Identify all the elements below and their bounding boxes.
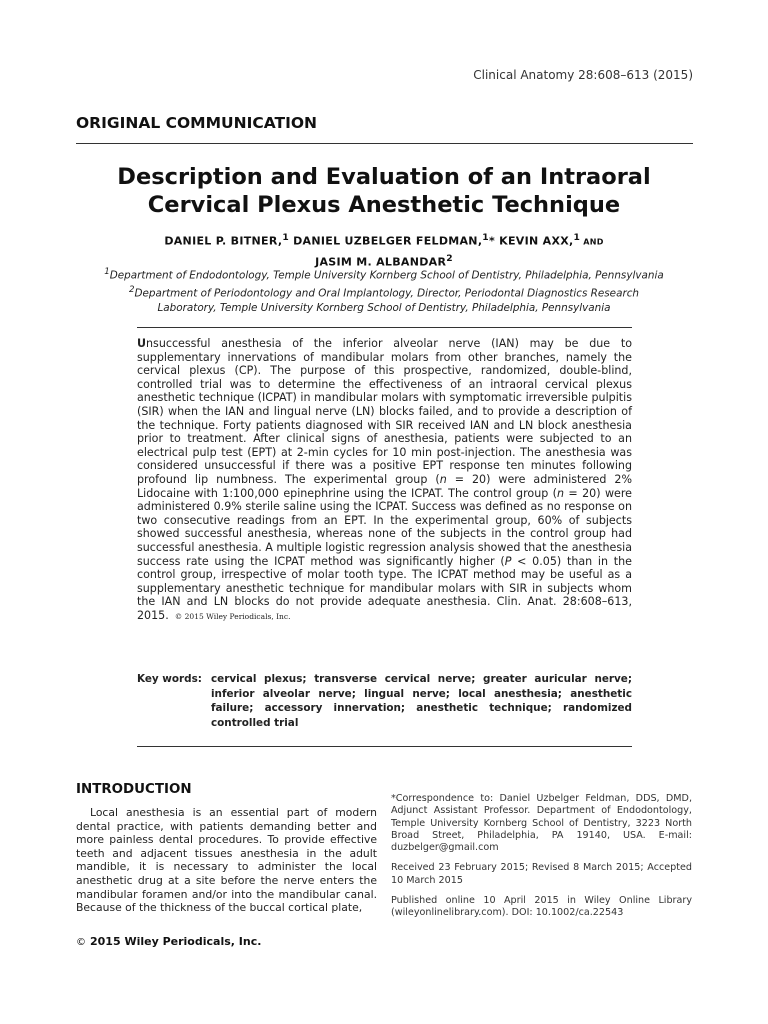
affiliation-mark: 2 [128,284,135,295]
journal-reference: Clinical Anatomy 28:608–613 (2015) [473,68,693,82]
abstract-p-var: P [504,554,512,568]
affiliation-2-line-2: Laboratory, Temple University Kornberg School of Dentistry, Philadelphia, Pennsylvania [157,301,611,314]
footer-copyright-text: 2015 Wiley Periodicals, Inc. [90,935,262,948]
publication-info: Published online 10 April 2015 in Wiley Online Library (wileyonlinelibrary.com). DOI: 10.1002/ca.22543 [391,895,692,919]
author-albandar: JASIM M. ALBANDAR [315,255,447,269]
abstract-text-4: < 0.05) than in the control group, irrespective of molar tooth type. The ICPAT method may be useful as a supplementary anesthetic technique for mandibular molars with SIR in subjects whom the IAN and LN blocks do not provide adequate anesthesia. Clin. Anat. 28:608–613, 2015. [137,554,632,622]
author-axx: * KEVIN AXX, [488,234,574,248]
abstract [137,337,632,623]
author-affil-mark: 1 [482,232,489,243]
abstract-bottom-divider [137,746,632,747]
author-affil-mark: 1 [573,232,581,243]
article-title [60,163,708,219]
abstract-n-var: n [439,472,447,486]
affiliation-mark: 1 [104,267,110,277]
affiliation-2-text-line1: Department of Periodontology and Oral Implantology, Director, Periodontal Diagnostics Research [134,287,640,300]
author-feldman: DANIEL UZBELGER FELDMAN, [289,234,483,248]
affiliation-1 [60,265,708,283]
author-bitner: DANIEL P. BITNER, [164,234,283,248]
affiliation-1-text: Department of Endodontology, Temple University Kornberg School of Dentistry, Philadelphia, Pennsylvania [109,269,664,282]
title-line-1: Description and Evaluation of an Intraoral [117,164,651,190]
article-notes [391,793,692,928]
introduction-text: Local anesthesia is an essential part of modern dental practice, with patients demanding better and more painless dental procedures. To provide effective teeth and adjacent tissues anesthesia in the adult mandible, it is necessary to administer the local anesthetic drug at a site before the nerve enters the mandibular foramen and/or into the mandibular canal. Because of the thickness of the buccal cortical plate, [76,806,377,915]
affiliation-2 [60,283,708,301]
correspondence-note: *Correspondence to: Daniel Uzbelger Feldman, DDS, DMD, Adjunct Assistant Professor. Department of Endodontology, Temple University Kornberg School of Dentistry, 3223 North Broad Street, Philadelphia, PA 19140, USA. E-mail: duzbelger@gmail.com [391,793,692,854]
author-affil-mark: 1 [282,232,289,243]
abstract-lead-letter: U [137,337,147,350]
abstract-text-1: nsuccessful anesthesia of the inferior alveolar nerve (IAN) may be due to supplementary innervations of mandibular molars from other branches, namely the cervical plexus (CP). The purpose of this prospective, randomized, double-blind, controlled trial was to determine the effectiveness of an intraoral cervical plexus anesthetic technique (ICPAT) in mandibular molars with symptomatic irreversible pulpitis (SIR) when the IAN and lingual nerve (LN) blocks failed, and to provide a description of the technique. Forty patients diagnosed with SIR received IAN and LN block anesthesia prior to treatment. After clinical signs of anesthesia, patients were subjected to an electrical pulp test (EPT) at 2-min cycles for 10 min post-injection. The anesthesia was considered unsuccessful if there was a positive EPT response ten minutes following profound lip numbness. The experimental group ( [137,337,632,486]
abstract-top-divider [137,327,632,328]
abstract-n-var: n [557,486,565,500]
affiliations [60,265,708,315]
abstract-text-3: = 20) were administered 0.9% sterile saline using the ICPAT. Success was defined as no response on two consecutive readings from an EPT. In the experimental group, 60% of subjects showed successful anesthesia, whereas none of the subjects in the control group had successful anesthesia. A multiple logistic regression analysis showed that the anesthesia success rate using the ICPAT method was significantly higher ( [137,486,632,568]
abstract-copyright: © 2015 Wiley Periodicals, Inc. [174,611,291,621]
header-divider [76,143,693,144]
abstract-text-2: = 20) were administered 2% Lidocaine with 1:100,000 epinephrine using the ICPAT. The control group ( [137,472,632,500]
keywords-text: cervical plexus; transverse cervical nerve; greater auricular nerve; inferior alveolar nerve; lingual nerve; local anesthesia; anesthetic failure; accessory innervation; anesthetic technique; randomized controlled trial [211,673,632,729]
author-and: AND [580,237,604,247]
keywords-label: Key words: [137,673,202,685]
author-affil-mark: 2 [446,252,453,264]
section-label: ORIGINAL COMMUNICATION [76,114,317,132]
received-dates: Received 23 February 2015; Revised 8 March 2015; Accepted 10 March 2015 [391,862,692,886]
authors-line-1 [60,230,708,251]
title-line-2: Cervical Plexus Anesthetic Technique [147,192,621,218]
copyright-symbol: © [76,937,86,948]
footer-copyright [76,935,261,948]
keywords [137,672,632,730]
introduction-heading: INTRODUCTION [76,782,192,797]
